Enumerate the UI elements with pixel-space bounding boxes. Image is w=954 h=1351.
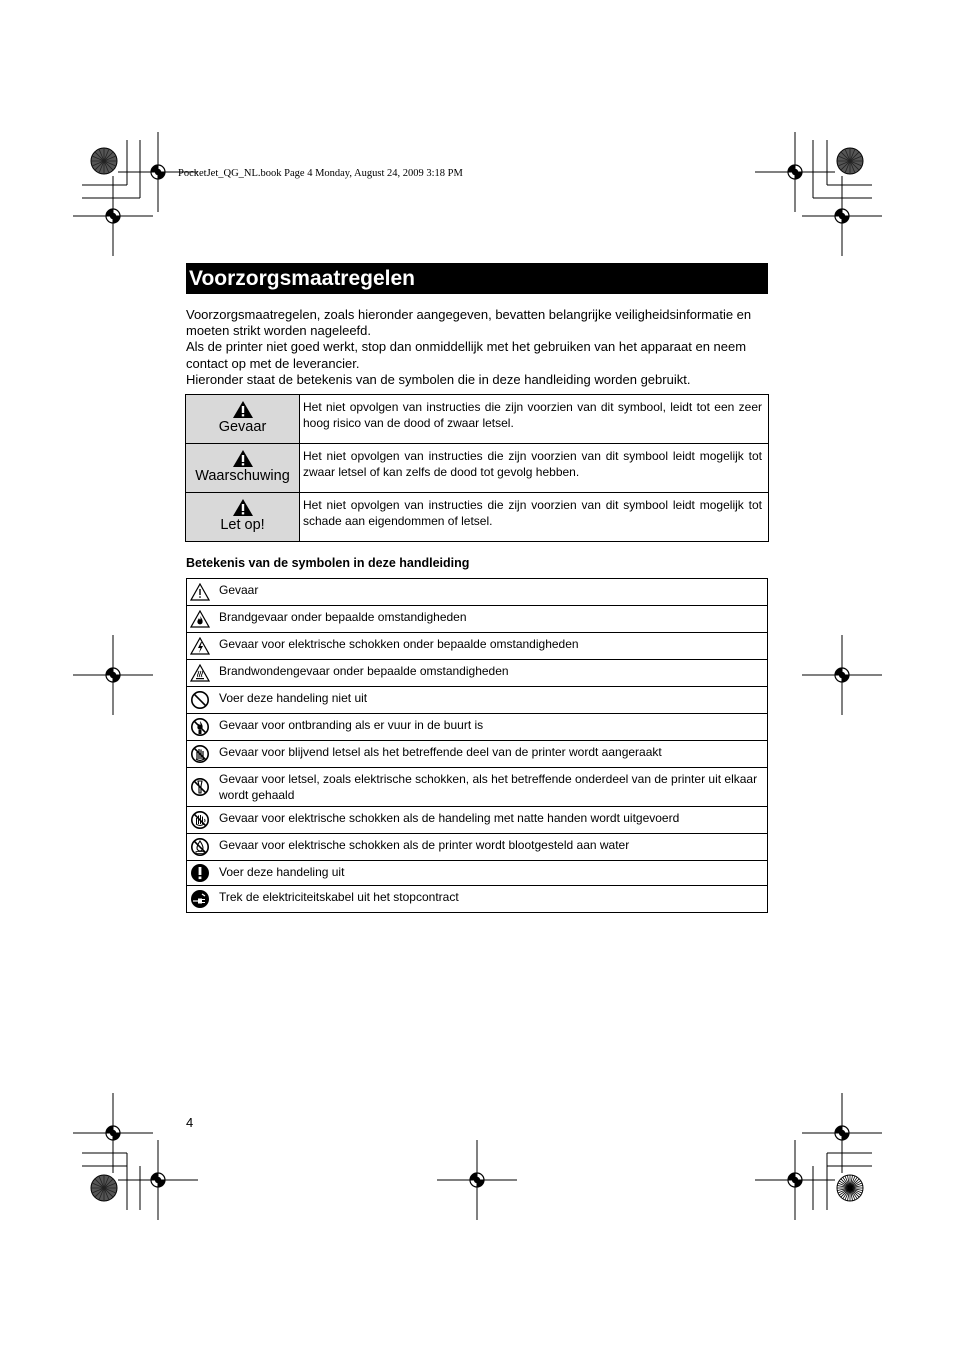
- symbol-row: [187, 861, 768, 886]
- no-wet-hands-icon: [190, 810, 210, 830]
- symbol-meaning: Gevaar voor ontbranding als er vuur in de buurt is: [213, 714, 768, 741]
- symbol-icon-cell: [187, 768, 214, 807]
- symbol-icon-cell: [187, 606, 214, 633]
- symbol-meaning: Gevaar voor elektrische schokken als de handeling met natte handen wordt uitgevoerd: [213, 807, 768, 834]
- warning-triangle-icon: [232, 449, 254, 468]
- no-open-flame-icon: [190, 717, 210, 737]
- symbol-meaning: Gevaar: [213, 579, 768, 606]
- warning-level-description: Het niet opvolgen van instructies die zijn voorzien van dit symbool, leidt tot een zeer hoog risico van de dood of zwaar letsel.: [300, 395, 769, 444]
- do-not-touch-icon: [190, 744, 210, 764]
- warning-triangle-icon: [232, 400, 254, 419]
- symbol-row: [187, 687, 768, 714]
- warning-level-label: Let op!: [220, 517, 265, 533]
- caution-triangle-icon: [190, 583, 210, 601]
- warning-level-label-cell: [186, 395, 300, 444]
- symbol-row: [187, 807, 768, 834]
- warning-level-row: [186, 395, 769, 444]
- intro-paragraph: Als de printer niet goed werkt, stop dan onmiddellijk met het gebruiken van het apparaat en neem contact op met de leverancier.: [186, 339, 747, 371]
- symbol-meaning: Gevaar voor elektrische schokken onder bepaalde omstandigheden: [213, 633, 768, 660]
- symbol-icon-cell: [187, 861, 214, 886]
- intro-text: [186, 307, 776, 388]
- symbol-icon-cell: [187, 741, 214, 768]
- symbol-meaning: Voer deze handeling niet uit: [213, 687, 768, 714]
- symbol-icon-cell: [187, 660, 214, 687]
- warning-level-label: Gevaar: [218, 419, 267, 435]
- warning-level-label-cell: [186, 493, 300, 542]
- symbols-table: [186, 578, 768, 913]
- intro-paragraph: Voorzorgsmaatregelen, zoals hieronder aangegeven, bevatten belangrijke veiligheidsinformatie en moeten strikt worden nageleefd.: [186, 307, 752, 339]
- warning-level-description: Het niet opvolgen van instructies die zijn voorzien van dit symbool leidt mogelijk tot zwaar letsel of kan zelfs de dood tot gevolg hebben.: [300, 444, 769, 493]
- intro-paragraph: Hieronder staat de betekenis van de symbolen die in deze handleiding worden gebruikt.: [186, 371, 691, 387]
- symbols-heading: Betekenis van de symbolen in deze handleiding: [186, 556, 470, 570]
- symbol-row: [187, 633, 768, 660]
- symbol-icon-cell: [187, 687, 214, 714]
- warning-triangle-icon: [232, 498, 254, 517]
- mandatory-action-icon: [190, 863, 210, 883]
- page-number: 4: [186, 1115, 194, 1130]
- warning-level-row: [186, 444, 769, 493]
- unplug-icon: [190, 889, 210, 909]
- symbol-icon-cell: [187, 834, 214, 861]
- symbol-icon-cell: [187, 633, 214, 660]
- symbol-row: [187, 768, 768, 807]
- electric-shock-icon: [190, 637, 210, 655]
- symbol-meaning: Gevaar voor blijvend letsel als het betreffende deel van de printer wordt aangeraakt: [213, 741, 768, 768]
- symbol-meaning: Brandwondengevaar onder bepaalde omstandigheden: [213, 660, 768, 687]
- symbol-row: [187, 660, 768, 687]
- do-not-disassemble-icon: [190, 777, 210, 797]
- symbol-meaning: Gevaar voor letsel, zoals elektrische schokken, als het betreffende onderdeel van de printer uit elkaar wordt gehaald: [213, 768, 768, 807]
- symbol-row: [187, 834, 768, 861]
- prohibited-icon: [190, 690, 210, 710]
- page-title-bar: [186, 263, 768, 294]
- symbol-icon-cell: [187, 807, 214, 834]
- fire-hazard-icon: [190, 610, 210, 628]
- symbol-row: [187, 886, 768, 913]
- symbol-meaning: Voer deze handeling uit: [213, 861, 768, 886]
- symbol-row: [187, 741, 768, 768]
- symbol-meaning: Gevaar voor elektrische schokken als de printer wordt blootgesteld aan water: [213, 834, 768, 861]
- symbol-icon-cell: [187, 579, 214, 606]
- warning-level-row: [186, 493, 769, 542]
- symbol-row: [187, 606, 768, 633]
- symbol-row: [187, 579, 768, 606]
- warning-levels-table: [185, 394, 769, 542]
- hot-surface-icon: [190, 664, 210, 682]
- warning-level-description: Het niet opvolgen van instructies die zijn voorzien van dit symbool leidt mogelijk tot schade aan eigendommen of letsel.: [300, 493, 769, 542]
- warning-level-label: Waarschuwing: [195, 468, 290, 484]
- print-header-line: PocketJet_QG_NL.book Page 4 Monday, August 24, 2009 3:18 PM: [178, 168, 463, 179]
- page-title: Voorzorgsmaatregelen: [189, 267, 416, 290]
- warning-level-label-cell: [186, 444, 300, 493]
- symbol-icon-cell: [187, 886, 214, 913]
- no-water-icon: [190, 837, 210, 857]
- symbol-meaning: Trek de elektriciteitskabel uit het stopcontract: [213, 886, 768, 913]
- symbol-meaning: Brandgevaar onder bepaalde omstandigheden: [213, 606, 768, 633]
- symbol-row: [187, 714, 768, 741]
- symbol-icon-cell: [187, 714, 214, 741]
